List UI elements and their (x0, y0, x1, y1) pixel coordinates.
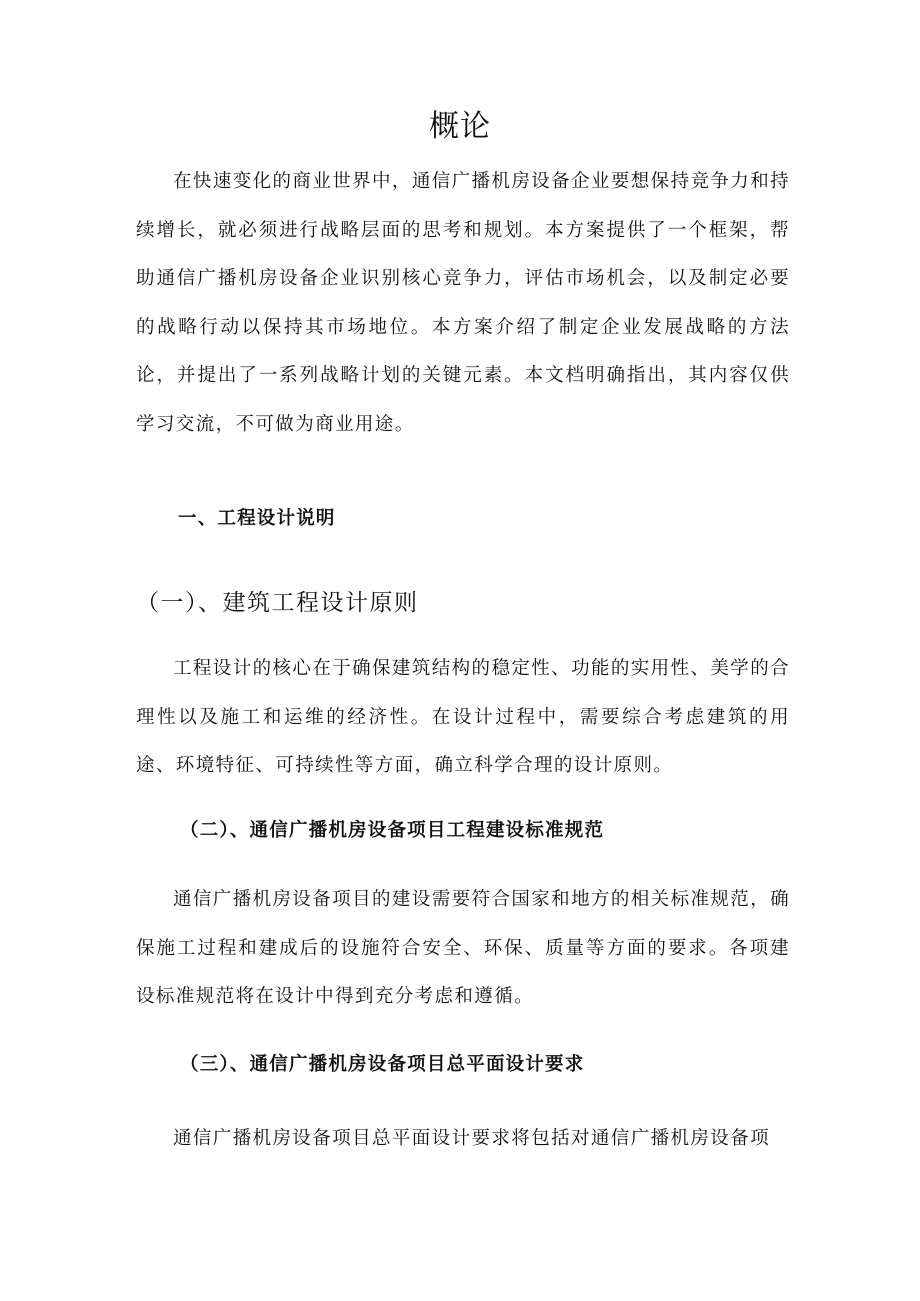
subsection-heading-site-plan-requirements: （三）、通信广播机房设备项目总平面设计要求 (180, 1054, 585, 1075)
subsection-heading-construction-standards: （二）、通信广播机房设备项目工程建设标准规范 (180, 820, 605, 841)
section-heading-engineering-design: 一、工程设计说明 (178, 508, 336, 529)
construction-standards-paragraph: 通信广播机房设备项目的建设需要符合国家和地方的相关标准规范，确保施工过程和建成后的设施符合安全、环保、质量等方面的要求。各项建设标准规范将在设计中得到充分考虑和遵循。 (136, 889, 790, 1007)
design-principles-paragraph: 工程设计的核心在于确保建筑结构的稳定性、功能的实用性、美学的合理性以及施工和运维的经济性。在设计过程中，需要综合考虑建筑的用途、环境特征、可持续性等方面，确立科学合理的设计原则。 (136, 658, 790, 776)
intro-paragraph: 在快速变化的商业世界中，通信广播机房设备企业要想保持竞争力和持续增长，就必须进行战略层面的思考和规划。本方案提供了一个框架，帮助通信广播机房设备企业识别核心竞争力，评估市场机会，以及制定必要的战略行动以保持其市场地位。本方案介绍了制定企业发展战略的方法论，并提出了一系列战略计划的关键元素。本文档明确指出，其内容仅供学习交流，不可做为商业用途。 (136, 171, 790, 435)
site-plan-requirements-paragraph: 通信广播机房设备项目总平面设计要求将包括对通信广播机房设备项 (173, 1128, 771, 1149)
subsection-heading-design-principles: （一）、建筑工程设计原则 (136, 590, 419, 616)
document-title: 概论 (429, 109, 491, 144)
